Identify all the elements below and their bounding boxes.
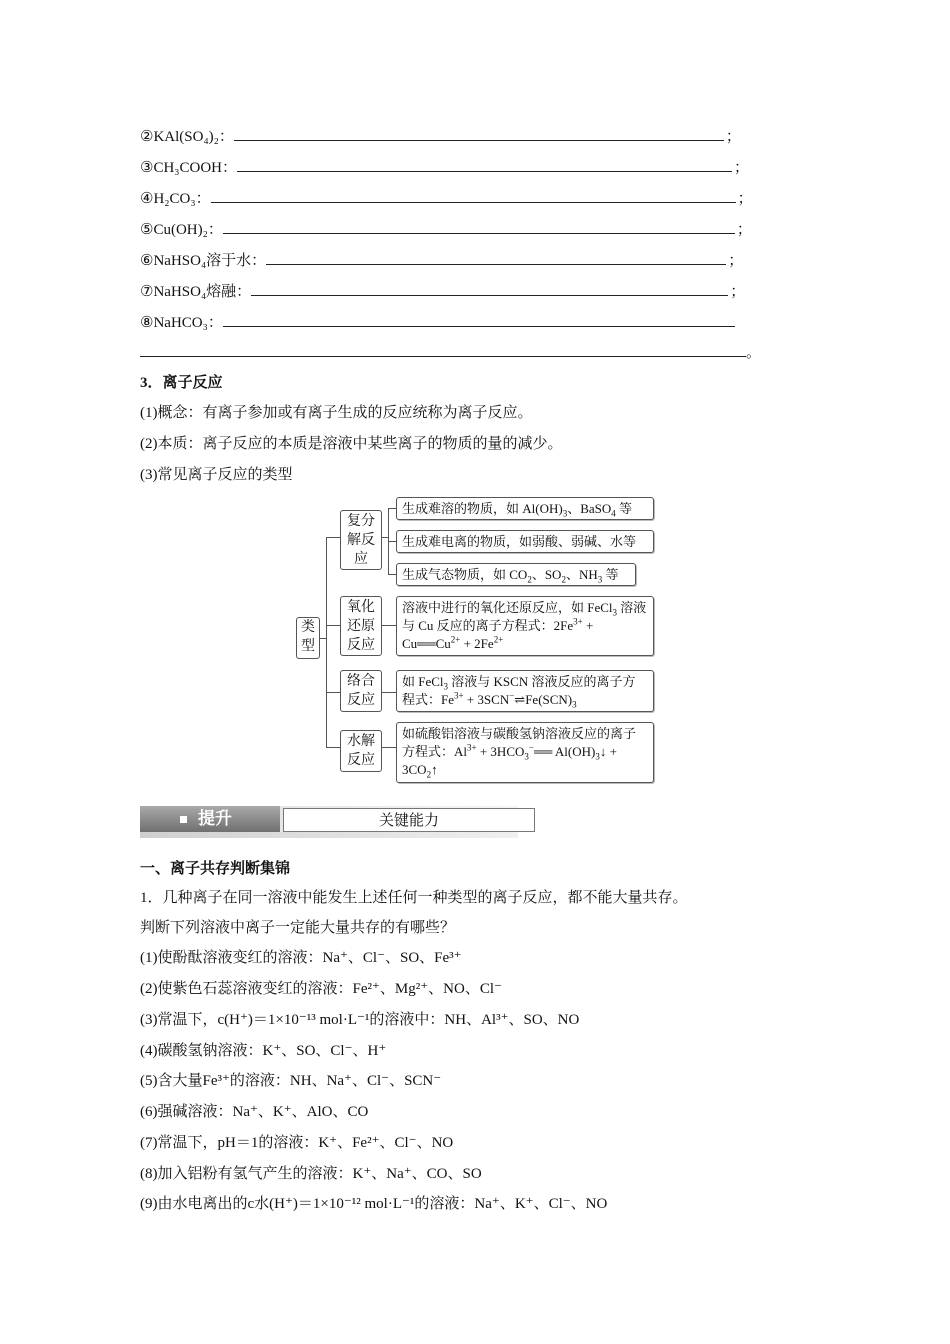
option-5: (5)含大量Fe³⁺的溶液：NH、Na⁺、Cl⁻、SCN⁻ — [140, 1073, 442, 1089]
option-3: (3)常温下，c(H⁺)＝1×10⁻¹³ mol·L⁻¹的溶液中：NH、Al³⁺、SO、NO — [140, 1012, 580, 1028]
category-metathesis: 复分 解反 应 — [340, 510, 382, 570]
question-1-line-2: 判断下列溶液中离子一定能大量共存的有哪些？ — [140, 920, 456, 936]
answer-blank[interactable] — [234, 126, 724, 141]
answer-blank[interactable] — [223, 312, 735, 327]
option-8: (8)加入铝粉有氢气产生的溶液：K⁺、Na⁺、CO、SO — [140, 1166, 482, 1182]
category-hydrolysis: 水解 反应 — [340, 730, 382, 772]
reaction-types-diagram — [290, 492, 660, 787]
section-banner — [140, 806, 518, 838]
section-title: 3．离子反应 — [140, 375, 223, 391]
fill-item-4: ④H₂CO₃： ； — [140, 188, 753, 208]
option-6: (6)强碱溶液：Na⁺、K⁺、AlO、CO — [140, 1104, 369, 1120]
item-redox-example: 溶液中进行的氧化还原反应，如 FeCl$_3$ 溶液与 Cu 反应的离子方程式：$2Fe^{3+}$ + $Cu══Cu^{2+} + 2Fe^{2+}$ — [396, 596, 654, 656]
answer-blank[interactable] — [140, 342, 746, 357]
fill-item-5: ⑤Cu(OH)₂： ； — [140, 219, 752, 239]
types-intro: (3)常见离子反应的类型 — [140, 467, 293, 483]
fill-item-6: ⑥NaHSO₄溶于水： ； — [140, 250, 743, 270]
fill-item-2: ②KAl(SO₄)₂： ； — [140, 126, 741, 146]
question-1-line-1: 1．几种离子在同一溶液中能发生上述任何一种类型的离子反应，都不能大量共存。 — [140, 890, 688, 906]
answer-blank[interactable] — [266, 250, 726, 265]
part1-heading: 一、离子共存判断集锦 — [140, 861, 291, 877]
option-4: (4)碳酸氢钠溶液：K⁺、SO、Cl⁻、H⁺ — [140, 1043, 387, 1059]
banner-left-label: 提升 — [198, 809, 232, 829]
concept-text: (1)概念：有离子参加或有离子生成的反应统称为离子反应。 — [140, 405, 533, 421]
option-2: (2)使紫色石蕊溶液变红的溶液：Fe²⁺、Mg²⁺、NO、Cl⁻ — [140, 981, 502, 997]
fill-item-8-cont: 。 — [140, 342, 761, 362]
banner-right-label: 关键能力 — [283, 808, 535, 832]
item-hydrolysis-example: 如硫酸铝溶液与碳酸氢钠溶液反应的离子方程式：$Al^{3+}$ + $3HCO_3^-══$ $Al(OH)_3↓$ + $3CO_2↑$ — [396, 722, 654, 783]
item-weak-electrolyte: 生成难电离的物质，如弱酸、弱碱、水等 — [396, 530, 654, 553]
root-node: 类型 — [296, 617, 320, 659]
square-icon — [180, 816, 187, 823]
answer-blank[interactable] — [251, 281, 728, 296]
answer-blank[interactable] — [237, 157, 732, 172]
essence-text: (2)本质：离子反应的本质是溶液中某些离子的物质的量的减少。 — [140, 436, 563, 452]
option-9: (9)由水电离出的c水(H⁺)＝1×10⁻¹² mol·L⁻¹的溶液：Na⁺、K⁺、Cl⁻、NO — [140, 1196, 608, 1212]
category-redox: 氧化 还原 反应 — [340, 596, 382, 656]
fill-item-8: ⑧NaHCO₃： — [140, 312, 735, 332]
answer-blank[interactable] — [223, 219, 735, 234]
fill-item-3: ③CH₃COOH： ； — [140, 157, 749, 177]
item-complex-example: 如 FeCl$_3$ 溶液与 KSCN 溶液反应的离子方程式：$Fe^{3+}$ + $3SCN^-\rightleftharpoons Fe(SCN)_3$ — [396, 670, 654, 712]
category-complex: 络合 反应 — [340, 670, 382, 712]
option-1: (1)使酚酞溶液变红的溶液：Na⁺、Cl⁻、SO、Fe³⁺ — [140, 950, 462, 966]
option-7: (7)常温下，pH＝1的溶液：K⁺、Fe²⁺、Cl⁻、NO — [140, 1135, 454, 1151]
item-precipitate: 生成难溶的物质，如 $Al(OH)_3$、BaSO$_4$ 等 — [396, 497, 654, 520]
item-gas: 生成气态物质，如 $CO_2$、$SO_2$、$NH_3$ 等 — [396, 563, 636, 586]
answer-blank[interactable] — [211, 188, 736, 203]
fill-item-7: ⑦NaHSO₄熔融： ； — [140, 281, 745, 301]
